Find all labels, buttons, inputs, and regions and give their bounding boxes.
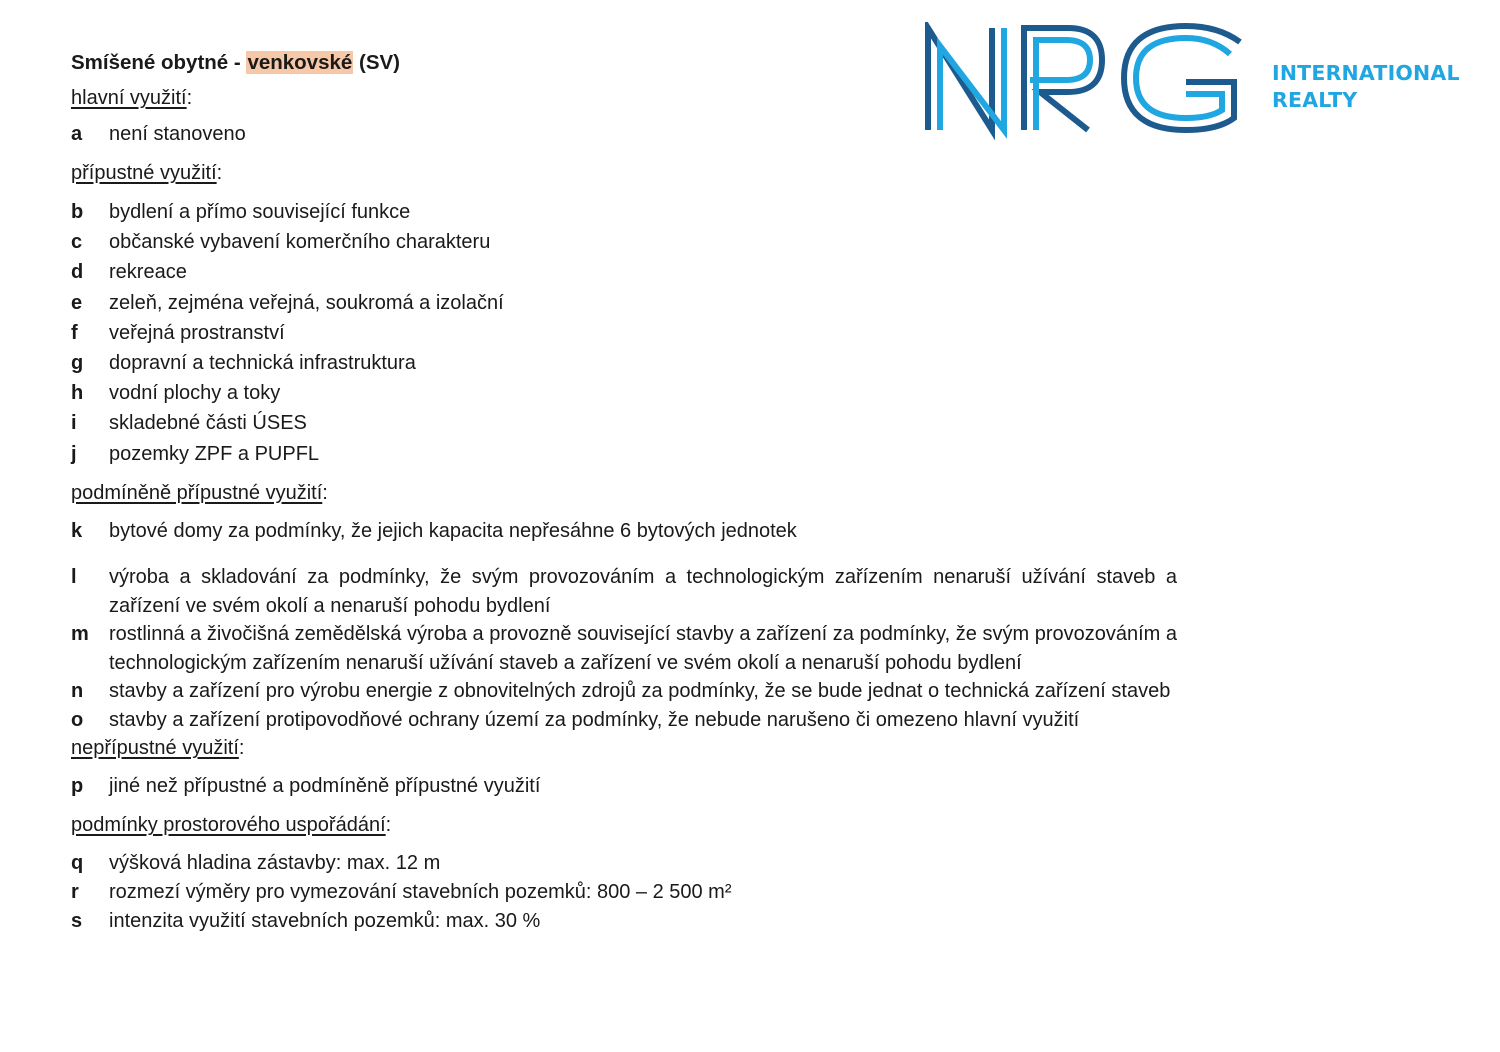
list-item <box>71 439 1177 469</box>
item-list <box>71 517 1177 735</box>
item-letter: h <box>71 382 84 405</box>
item-text: rostlinná a živočišná zemědělská výroba a provozně související stavby a zařízení za podmínky, že svým provozováním a technologickým zařízením nenaruší užívání staveb a zařízení ve svém okolí a nenaruší pohodu bydlení <box>109 623 1177 674</box>
item-text: dopravní a technická infrastruktura <box>109 352 416 375</box>
section-heading-text: hlavní využití <box>71 87 187 109</box>
item-text: bydlení a přímo související funkce <box>109 201 411 223</box>
item-letter: c <box>71 231 83 254</box>
title-highlight: venkovské <box>247 51 353 74</box>
item-letter: r <box>71 881 79 904</box>
zoning-document <box>71 48 1177 936</box>
section-heading-text: nepřípustné využití <box>71 737 239 760</box>
document-title <box>71 48 1177 78</box>
item-letter: g <box>71 352 84 375</box>
item-text: jiné než přípustné a podmíněně přípustné využití <box>109 775 541 798</box>
list-item <box>71 878 1177 907</box>
section-permitted-use <box>71 159 1177 469</box>
list-item <box>71 120 1177 149</box>
section-main-use <box>71 84 1177 149</box>
item-text: intenzita využití stavebních pozemků: max. 30 % <box>109 910 541 933</box>
item-letter: i <box>71 412 77 435</box>
item-letter: o <box>71 708 84 731</box>
list-item <box>71 227 1177 257</box>
list-item <box>71 772 1177 801</box>
list-item <box>71 517 1177 546</box>
list-item <box>71 563 1177 620</box>
item-text: pozemky ZPF a PUPFL <box>109 442 320 465</box>
item-list <box>71 772 1177 801</box>
title-suffix: (SV) <box>353 51 400 74</box>
item-letter: p <box>71 775 84 798</box>
item-letter: l <box>71 566 77 589</box>
item-text: rozmezí výměry pro vymezování stavebních pozemků: 800 – 2 500 m² <box>109 881 732 904</box>
item-text: vodní plochy a toky <box>109 382 281 405</box>
list-item <box>71 706 1177 735</box>
list-item <box>71 197 1177 227</box>
item-text: stavby a zařízení protipovodňové ochrany území za podmínky, že nebude narušeno či omezeno hlavní využití <box>109 708 1080 731</box>
section-conditional-use <box>71 479 1177 735</box>
section-heading: podmínky prostorového uspořádání: <box>71 814 392 837</box>
section-heading-text: podmíněně přípustné využití <box>71 481 323 504</box>
logo-text <box>1272 60 1460 114</box>
item-text: výšková hladina zástavby: max. 12 m <box>109 852 441 875</box>
title-prefix: Smíšené obytné - <box>71 51 247 74</box>
item-text: veřejná prostranství <box>109 321 285 344</box>
section-heading-text: přípustné využití <box>71 162 217 184</box>
list-item <box>71 378 1177 408</box>
item-letter: b <box>71 201 84 223</box>
item-letter: k <box>71 519 83 542</box>
item-text: občanské vybavení komerčního charakteru <box>109 231 491 254</box>
item-text: není stanoveno <box>109 123 246 145</box>
item-text: skladebné části ÚSES <box>109 412 307 435</box>
section-heading-text: podmínky prostorového uspořádání <box>71 814 386 837</box>
item-text: stavby a zařízení pro výrobu energie z obnovitelných zdrojů za podmínky, že se bude jednat o technická zařízení staveb <box>109 680 1171 703</box>
item-text: zeleň, zejména veřejná, soukromá a izolační <box>109 291 504 314</box>
item-letter: e <box>71 291 83 314</box>
item-letter: d <box>71 261 84 284</box>
list-item <box>71 348 1177 378</box>
item-letter: a <box>71 123 83 145</box>
item-text: výroba a skladování za podmínky, že svým provozováním a technologickým zařízením nenaruší užívání staveb a zařízení ve svém okolí a nenaruší pohodu bydlení <box>109 566 1177 617</box>
section-heading: nepřípustné využití: <box>71 737 245 760</box>
item-text: bytové domy za podmínky, že jejich kapacita nepřesáhne 6 bytových jednotek <box>109 519 797 542</box>
list-item <box>71 907 1177 936</box>
list-item <box>71 408 1177 438</box>
list-item <box>71 849 1177 878</box>
logo-text-international: INTERNATIONAL <box>1272 61 1460 85</box>
item-list <box>71 849 1177 936</box>
list-item <box>71 257 1177 287</box>
item-letter: j <box>71 442 77 465</box>
section-heading: hlavní využití: <box>71 87 193 109</box>
item-letter: q <box>71 852 84 875</box>
section-spatial-conditions <box>71 811 1177 936</box>
item-list <box>71 120 1177 149</box>
section-heading: podmíněně přípustné využití: <box>71 481 328 504</box>
list-item <box>71 677 1177 706</box>
list-item <box>71 620 1177 677</box>
section-heading: přípustné využití: <box>71 162 223 184</box>
item-letter: n <box>71 680 84 703</box>
item-letter: s <box>71 910 83 933</box>
section-prohibited-use <box>71 734 1177 801</box>
list-item <box>71 288 1177 318</box>
logo-text-realty: REALTY <box>1272 88 1358 112</box>
item-text: rekreace <box>109 261 187 284</box>
item-letter: m <box>71 623 89 646</box>
item-list <box>71 197 1177 469</box>
list-item <box>71 318 1177 348</box>
item-letter: f <box>71 321 78 344</box>
